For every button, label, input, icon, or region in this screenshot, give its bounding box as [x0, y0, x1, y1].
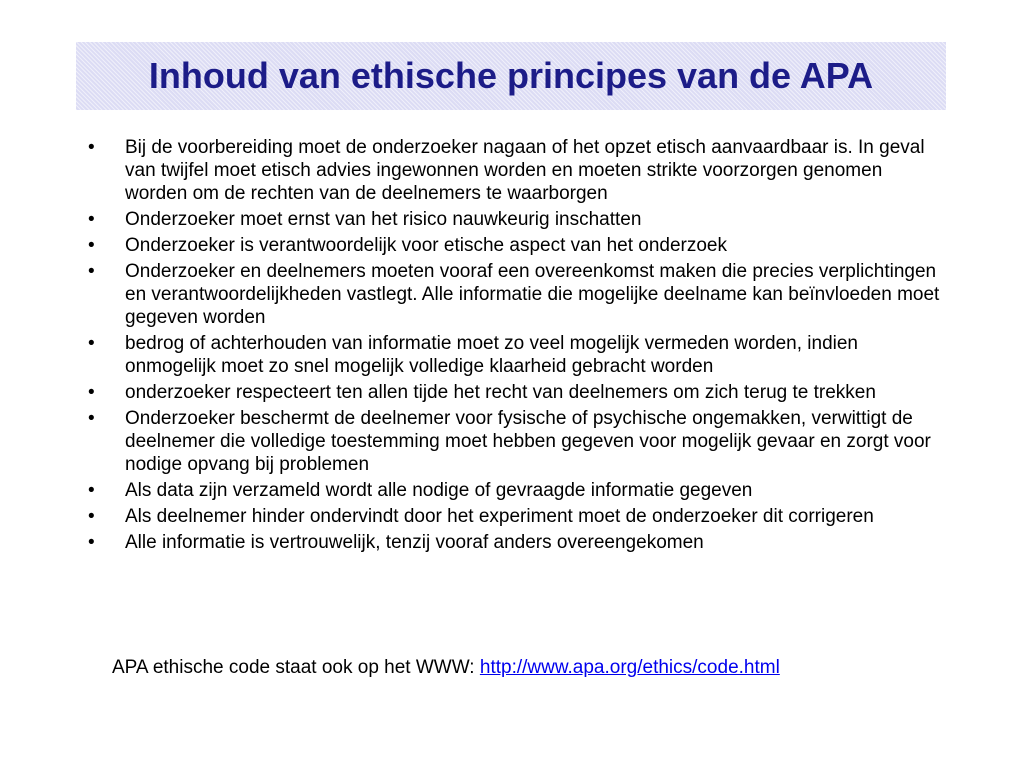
- bullet-dot-icon: •: [88, 382, 95, 403]
- bullet-list: [88, 136, 948, 557]
- slide-title: Inhoud van ethische principes van de APA: [148, 55, 874, 96]
- bullet-text: Alle informatie is vertrouwelijk, tenzij vooraf anders overeengekomen: [125, 532, 704, 553]
- bullet-item: [88, 234, 948, 257]
- bullet-dot-icon: •: [88, 209, 95, 230]
- bullet-dot-icon: •: [88, 333, 95, 354]
- apa-ethics-code-link[interactable]: http://www.apa.org/ethics/code.html: [479, 657, 780, 678]
- bullet-text: Als data zijn verzameld wordt alle nodige of gevraagde informatie gegeven: [125, 480, 753, 501]
- bullet-item: [88, 136, 948, 205]
- bullet-text: onderzoeker respecteert ten allen tijde het recht van deelnemers om zich terug te trekken: [125, 382, 876, 403]
- bullet-dot-icon: •: [88, 261, 95, 282]
- bullet-item: [88, 479, 948, 502]
- bullet-item: [88, 332, 948, 378]
- bullet-dot-icon: •: [88, 506, 95, 527]
- bullet-text: Onderzoeker beschermt de deelnemer voor fysische of psychische ongemakken, verwittigt de deelnemer die volledige toestemming moet hebben gegeven voor mogelijk gevaar en zorgt voor nodige opvang bij problemen: [125, 408, 931, 475]
- bullet-text: Onderzoeker is verantwoordelijk voor etische aspect van het onderzoek: [125, 235, 727, 256]
- bullet-item: [88, 531, 948, 554]
- bullet-dot-icon: •: [88, 137, 95, 158]
- bullet-dot-icon: •: [88, 480, 95, 501]
- footer-note: [112, 656, 780, 679]
- bullet-text: Onderzoeker en deelnemers moeten vooraf een overeenkomst maken die precies verplichtingen en verantwoordelijkheden vastlegt. Alle informatie die mogelijke deelname kan beïnvloeden moet gegeven worden: [125, 261, 940, 328]
- bullet-text: Als deelnemer hinder ondervindt door het experiment moet de onderzoeker dit corrigeren: [125, 506, 874, 527]
- bullet-dot-icon: •: [88, 532, 95, 553]
- bullet-text: Bij de voorbereiding moet de onderzoeker nagaan of het opzet etisch aanvaardbaar is. In geval van twijfel moet etisch advies ingewonnen worden en moeten strikte voorzorgen genomen worden om de rechten van de deelnemers te waarborgen: [125, 137, 925, 204]
- title-banner: [76, 42, 946, 110]
- bullet-item: [88, 208, 948, 231]
- bullet-text: bedrog of achterhouden van informatie moet zo veel mogelijk vermeden worden, indien onmogelijk moet zo snel mogelijk volledige klaarheid gebracht worden: [125, 333, 858, 377]
- bullet-item: [88, 260, 948, 329]
- bullet-dot-icon: •: [88, 408, 95, 429]
- bullet-item: [88, 407, 948, 476]
- bullet-item: [88, 381, 948, 404]
- footer-text: APA ethische code staat ook op het WWW:: [112, 657, 480, 678]
- bullet-item: [88, 505, 948, 528]
- bullet-text: Onderzoeker moet ernst van het risico nauwkeurig inschatten: [125, 209, 642, 230]
- bullet-dot-icon: •: [88, 235, 95, 256]
